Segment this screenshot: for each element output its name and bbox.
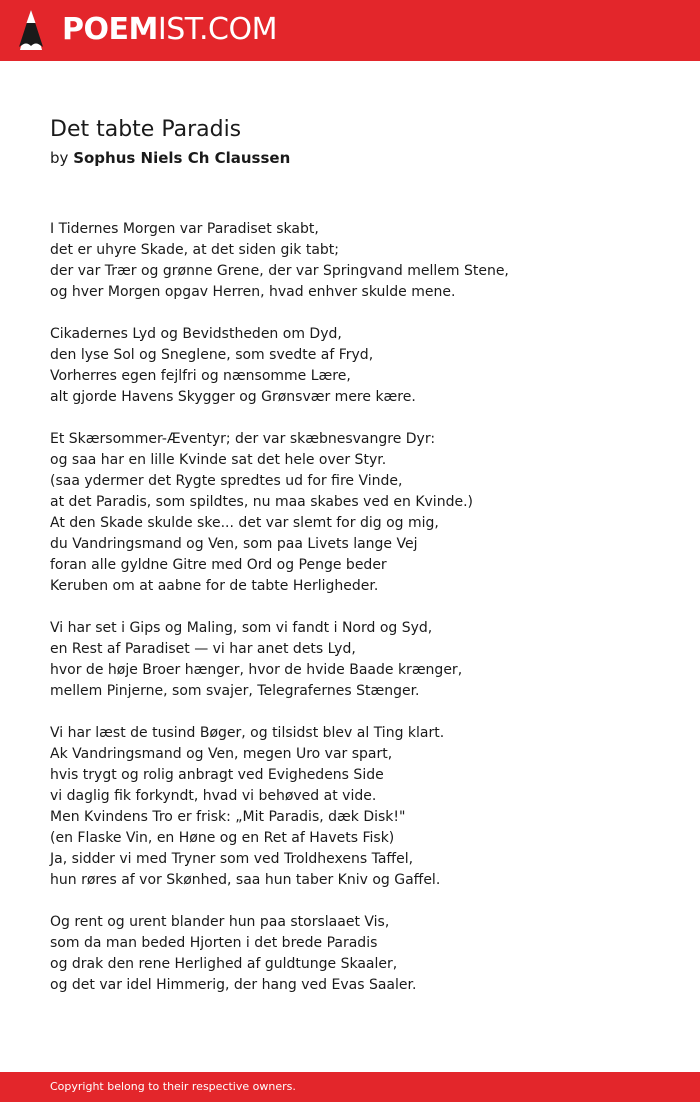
- pencil-tip-icon[interactable]: [18, 9, 44, 51]
- poem-line: og det var idel Himmerig, der hang ved Evas Saaler.: [50, 977, 417, 993]
- copyright-text: Copyright belong to their respective owners.: [50, 1080, 296, 1093]
- poem-line: Vorherres egen fejlfri og nænsomme Lære,: [50, 368, 351, 384]
- poem-line: og hver Morgen opgav Herren, hvad enhver skulde mene.: [50, 284, 456, 300]
- author-name: Sophus Niels Ch Claussen: [73, 149, 291, 167]
- poem-line: Og rent og urent blander hun paa storslaaet Vis,: [50, 914, 390, 930]
- poem-line: Men Kvindens Tro er frisk: „Mit Paradis, dæk Disk!": [50, 809, 406, 825]
- poem-line: Cikadernes Lyd og Bevidstheden om Dyd,: [50, 326, 342, 342]
- poem-line: den lyse Sol og Sneglene, som svedte af Fryd,: [50, 347, 374, 363]
- poem-line: og saa har en lille Kvinde sat det hele over Styr.: [50, 452, 387, 468]
- poem-line: hvis trygt og rolig anbragt ved Evighedens Side: [50, 767, 384, 783]
- site-logo[interactable]: [62, 12, 277, 48]
- poem-stanza: [50, 429, 670, 597]
- poem-stanza: [50, 219, 670, 303]
- poem-stanza: [50, 324, 670, 408]
- poem-line: at det Paradis, som spildtes, nu maa skabes ved en Kvinde.): [50, 494, 473, 510]
- poem-line: Ak Vandringsmand og Ven, megen Uro var spart,: [50, 746, 393, 762]
- site-header: [0, 0, 700, 61]
- poem-line: hun røres af vor Skønhed, saa hun taber Kniv og Gaffel.: [50, 872, 441, 888]
- poem-line: (en Flaske Vin, en Høne og en Ret af Havets Fisk): [50, 830, 395, 846]
- poem-line: Et Skærsommer-Æventyr; der var skæbnesvangre Dyr:: [50, 431, 436, 447]
- poem-line: der var Trær og grønne Grene, der var Springvand mellem Stene,: [50, 263, 509, 279]
- poem-line: Vi har læst de tusind Bøger, og tilsidst blev al Ting klart.: [50, 725, 445, 741]
- poem-stanza: [50, 912, 670, 996]
- poem-line: og drak den rene Herlighed af guldtunge Skaaler,: [50, 956, 398, 972]
- poem-line: vi daglig fik forkyndt, hvad vi behøved at vide.: [50, 788, 377, 804]
- poem-title: Det tabte Paradis: [50, 117, 242, 142]
- poem-line: mellem Pinjerne, som svajer, Telegrafernes Stænger.: [50, 683, 420, 699]
- site-footer: [0, 1072, 700, 1102]
- poem-stanza: [50, 618, 670, 702]
- poem-line: alt gjorde Havens Skygger og Grønsvær mere kære.: [50, 389, 416, 405]
- poem-line: det er uhyre Skade, at det siden gik tabt;: [50, 242, 339, 258]
- poem-line: foran alle gyldne Gitre med Ord og Penge beder: [50, 557, 387, 573]
- poem-line: Vi har set i Gips og Maling, som vi fandt i Nord og Syd,: [50, 620, 433, 636]
- poem-line: hvor de høje Broer hænger, hvor de hvide Baade krænger,: [50, 662, 463, 678]
- poem-line: som da man beded Hjorten i det brede Paradis: [50, 935, 378, 951]
- logo-light-text: IST.COM: [157, 12, 277, 47]
- poem-line: du Vandringsmand og Ven, som paa Livets lange Vej: [50, 536, 418, 552]
- poem-byline: [50, 149, 290, 167]
- poem-line: I Tidernes Morgen var Paradiset skabt,: [50, 221, 319, 237]
- poem-line: At den Skade skulde ske... det var slemt for dig og mig,: [50, 515, 439, 531]
- by-label: by: [50, 149, 69, 167]
- poem-body: [50, 219, 670, 1017]
- poem-line: Keruben om at aabne for de tabte Herligheder.: [50, 578, 379, 594]
- poem-stanza: [50, 723, 670, 891]
- poem-line: Ja, sidder vi med Tryner som ved Troldhexens Taffel,: [50, 851, 414, 867]
- poem-line: (saa ydermer det Rygte spredtes ud for fire Vinde,: [50, 473, 403, 489]
- logo-bold-text: POEM: [62, 12, 158, 47]
- poem-line: en Rest af Paradiset — vi har anet dets Lyd,: [50, 641, 356, 657]
